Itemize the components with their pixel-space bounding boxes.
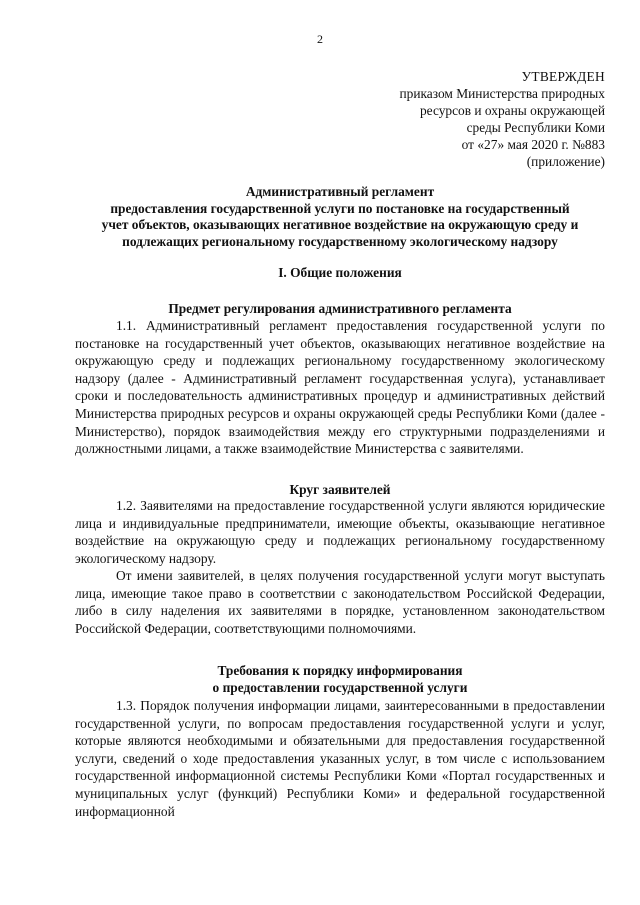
approval-stamp [399,68,605,170]
subheading-line: Требования к порядку информирования [217,663,463,678]
document-title [70,184,610,250]
title-line: Административный регламент [245,184,435,199]
paragraph-1-2: 1.2. Заявителями на предоставление государственной услуги являются юридические лица и индивидуальные предприниматели, имеющие объекты, оказывающие негативное воздействие на окружающую среду и подлежащих региональному государственному экологическому надзору. [75,498,605,566]
title-line: подлежащих региональному государственному экологическому надзору [122,233,558,249]
approval-line: ресурсов и охраны окружающей [419,103,605,118]
approval-date: от «27» мая 2020 г. №883 [461,137,605,152]
title-line: учет объектов, оказывающих негативное воздействие на окружающую среду и [101,217,579,232]
approval-line: приказом Министерства природных [399,86,605,101]
approval-note: (приложение) [526,154,605,169]
paragraph-1-1: 1.1. Административный регламент предоставления государственной услуги по постановке на государственный учет объектов, оказывающих негативное воздействие на окружающую среду и подлежащих региональному государственному экологическому надзору (далее - Административный регламент государственная услуга), устанавливает сроки и последовательность административных процедур и административных действий Министерства природных ресурсов и охраны окружающей среды Республики Коми (далее - Министерство), порядок взаимодействия между его структурными подразделениями и должностными лицами, а также взаимодействие Министерства с заявителями. [75,318,605,457]
paragraph-1-3: 1.3. Порядок получения информации лицами, заинтересованными в предоставлении государственной услуги, по вопросам предоставления государственной услуги и услуг, которые являются необходимыми и обязательными для предоставления государственной услуги, сведений о ходе предоставления указанных услуг, в том числе с использованием государственной информационной системы Республики Коми «Портал государственных и муниципальных услуг (функций) Республики Коми» и федеральной государственной информационной [75,698,605,819]
approval-heading: УТВЕРЖДЕН [521,69,605,84]
paragraph-1-2-b: От имени заявителей, в целях получения государственной услуги могут выступать лица, имеющие такое право в соответствии с законодательством Российской Федерации, либо в силу наделения их заявителями в порядке, установленном законодательством Российской Федерации, соответствующими полномочиями. [75,568,605,636]
approval-line: среды Республики Коми [466,120,605,135]
subheading-applicants: Круг заявителей [289,482,391,497]
subheading-subject: Предмет регулирования административного регламента [168,301,512,316]
page-number: 2 [317,32,323,46]
section-heading: I. Общие положения [278,265,402,280]
subheading-informing [70,663,610,696]
title-line: предоставления государственной услуги по постановке на государственный [110,200,570,216]
subheading-line: о предоставлении государственной услуги [212,679,468,695]
